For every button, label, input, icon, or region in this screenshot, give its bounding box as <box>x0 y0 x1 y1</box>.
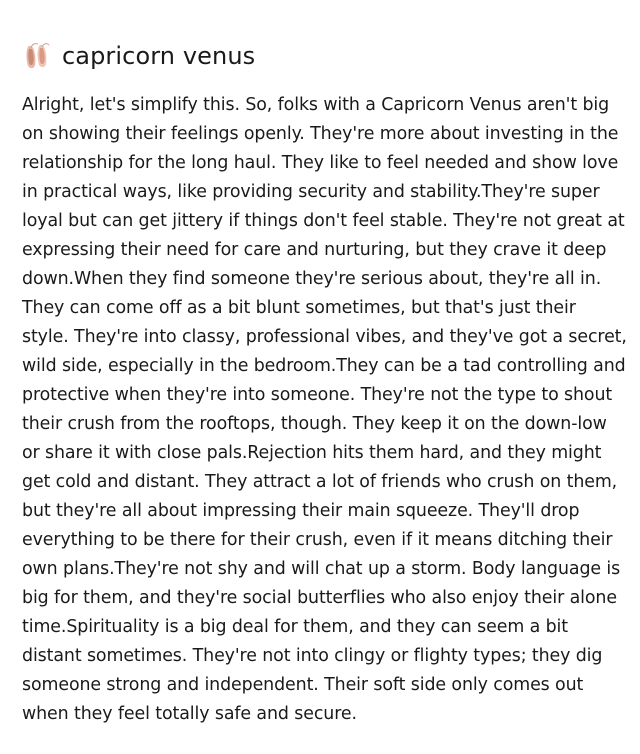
blog-name[interactable]: capricorn venus <box>62 42 256 70</box>
post-body-text: Alright, let's simplify this. So, folks with a Capricorn Venus aren't big on showing their feelings openly. They're more about investing in the relationship for the long haul. They like to feel needed and show love in practical ways, like providing security and stability.They're super loyal but can get jittery if things don't feel stable. They're not great at expressing their need for care and nurturing, but they crave it deep down.When they find someone they're serious about, they're all in. They can come off as a bit blunt sometimes, but that's just their style. They're into classy, professional vibes, and they've got a secret, wild side, especially in the bedroom.They can be a tad controlling and protective when they're into someone. They're not the type to shout their crush from the rooftops, though. They keep it on the down-low or share it with close pals.Rejection hits them hard, and they might get cold and distant. They attract a lot of friends who crush on them, but they're all about impressing their main squeeze. They'll drop everything to be there for their crush, even if it means ditching their own plans.They're not shy and will chat up a storm. Body language is big for them, and they're social butterflies who also enjoy their alone time.Spirituality is a big deal for them, and they can seem a bit distant sometimes. They're not into clingy or flighty types; they dig someone strong and independent. Their soft side only comes out when they feel totally safe and secure. <box>22 95 627 724</box>
ballet-shoes-icon[interactable] <box>22 41 52 71</box>
post-header <box>22 38 255 74</box>
